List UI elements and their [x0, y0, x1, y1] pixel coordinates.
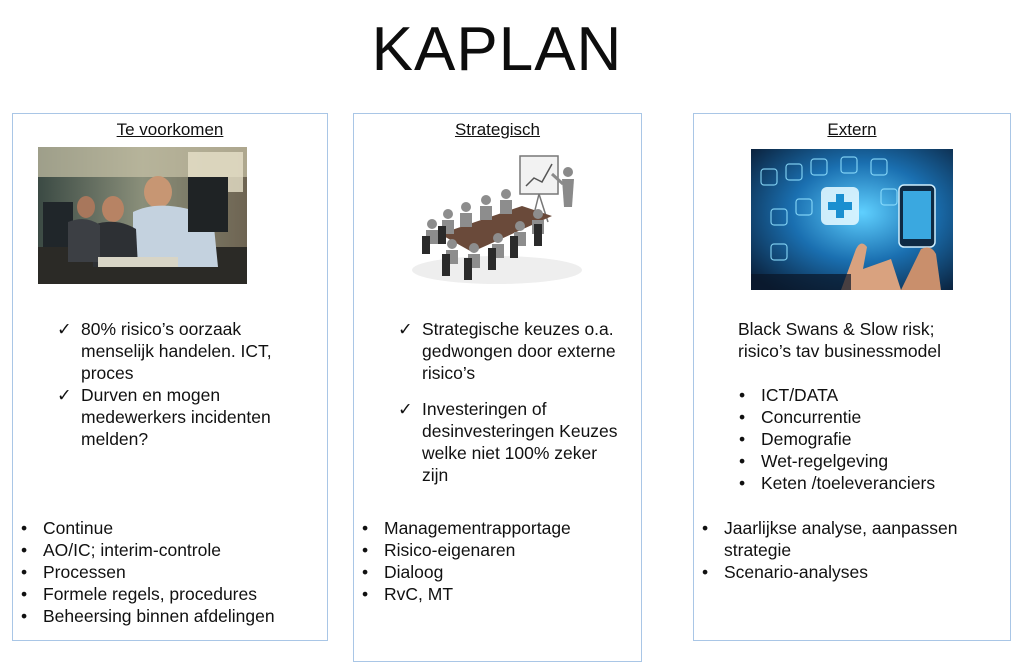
check-list [398, 318, 642, 486]
list-item: • Processen [21, 562, 126, 582]
check-item: ✓ 80% risico’s oorzaak menselijk handelen. ICT, proces [57, 319, 272, 383]
column-heading: Extern [827, 120, 877, 139]
bullet-icon: • [21, 584, 28, 604]
bullet-icon: • [362, 540, 369, 560]
bullet-icon: • [21, 606, 28, 626]
list-item: • Jaarlijkse analyse, aanpassen strategie [702, 518, 958, 560]
list-item: • Formele regels, procedures [21, 584, 257, 604]
page-title: KAPLAN [371, 15, 623, 84]
check-item: ✓ Durven en mogen medewerkers incidenten melden? [57, 385, 271, 449]
digital-technology-hands-photo [751, 149, 953, 290]
bullet-list [21, 517, 323, 627]
column-strategisch [353, 113, 642, 662]
check-list [57, 318, 321, 450]
bullet-icon: • [362, 562, 369, 582]
list-item: • Dialoog [362, 562, 444, 582]
list-item: • Continue [21, 518, 114, 538]
office-workers-photo [38, 147, 247, 284]
list-item: • Wet-regelgeving [739, 451, 889, 471]
list-item: • ICT/DATA [739, 385, 839, 405]
list-item: • AO/IC; interim-controle [21, 540, 221, 560]
bullet-list [362, 517, 639, 605]
bullet-icon: • [739, 385, 746, 405]
bullet-list [702, 517, 1004, 583]
check-icon: ✓ [398, 399, 413, 419]
column-extern [693, 113, 1011, 641]
bullet-icon: • [21, 540, 28, 560]
bullet-icon: • [739, 451, 746, 471]
bullet-icon: • [21, 562, 28, 582]
bullet-icon: • [21, 518, 28, 538]
bullet-icon: • [362, 584, 369, 604]
column-te-voorkomen [12, 113, 328, 641]
list-item: • Concurrentie [739, 407, 862, 427]
list-item: • Managementrapportage [362, 518, 571, 538]
bullet-icon: • [739, 473, 746, 493]
boardroom-meeting-illustration [402, 152, 592, 292]
list-item: • RvC, MT [362, 584, 454, 604]
check-icon: ✓ [57, 385, 72, 405]
list-item: • Demografie [739, 429, 852, 449]
list-item: • Risico-eigenaren [362, 540, 516, 560]
extern-intro: Black Swans & Slow risk; risico’s tav businessmodel [738, 319, 941, 361]
list-item: • Scenario-analyses [702, 562, 868, 582]
bullet-icon: • [702, 518, 709, 538]
check-item: ✓ Strategische keuzes o.a. gedwongen door externe risico’s [398, 319, 616, 383]
column-heading: Strategisch [454, 120, 541, 139]
column-heading: Te voorkomen [116, 120, 224, 139]
bullet-icon: • [739, 407, 746, 427]
list-item: • Beheersing binnen afdelingen [21, 606, 275, 626]
bullet-icon: • [739, 429, 746, 449]
risk-list [739, 384, 1001, 494]
bullet-icon: • [702, 562, 709, 582]
bullet-icon: • [362, 518, 369, 538]
check-item: ✓ Investeringen of desinvesteringen Keuzes welke niet 100% zeker zijn [398, 399, 618, 485]
check-icon: ✓ [398, 319, 413, 339]
list-item: • Keten /toeleveranciers [739, 473, 936, 493]
check-icon: ✓ [57, 319, 72, 339]
